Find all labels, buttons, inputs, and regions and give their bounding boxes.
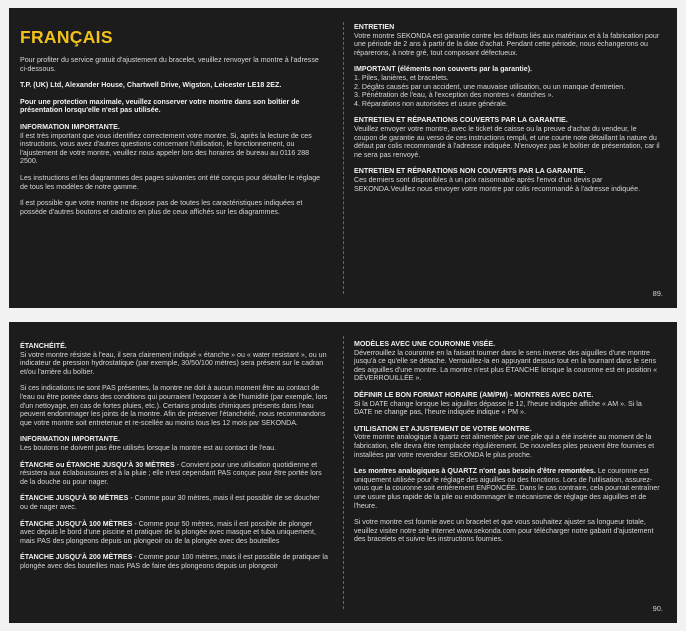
rating-label: ÉTANCHE ou ÉTANCHE JUSQU'À 30 MÈTRES <box>20 460 175 469</box>
language-title: FRANÇAIS <box>20 27 113 47</box>
page-number: 90. <box>652 604 663 613</box>
page-90 <box>9 322 677 623</box>
info-heading: INFORMATION IMPORTANTE. <box>20 435 120 444</box>
list-item: 2. Dégâts causés par un accident, une mauvaise utilisation, ou un manque d'entretien. <box>354 82 626 91</box>
page-90-left-column <box>20 342 328 578</box>
quartz-text: Le couronne est uniquement utilisée pour le réglage des aiguilles ou des fonctions. Lors de l'utilisation, assurez-vous que la couronne soit entièrement ENFONCÉE. Dans le cas contraire, cela pourrait entraîner une usure plus rapide de la pile ou endommager le mécanisme de réglage des aiguilles et de l'heure. <box>354 467 660 510</box>
intro-text: Pour profiter du service gratuit d'ajustement du bracelet, veuillez renvoyer la montre à l'adresse ci-dessous. <box>20 56 319 73</box>
etancheite-text: Si votre montre résiste à l'eau, il sera clairement indiqué « étanche » ou « water resistant », ou un indicateur de pression hydrostatique (par exemple, 30/50/100 mètres) sera présent sur le cadran et/ou l'arrière du boîtier. <box>20 350 327 376</box>
crown-heading: MODÈLES AVEC UNE COURONNE VISÉE. <box>354 340 496 348</box>
not-covered-heading: ENTRETIEN ET RÉPARATIONS NON COUVERTS PAR LA GARANTIE. <box>354 167 586 176</box>
info-text: Il est très important que vous identifiez correctement votre montre. Si, après la lecture de ces instructions, vous avez d'autres questions concernant l'utilisation, le fonctionnement, ou l'ajustement de votre montre, veuillez nous appeler lors des horaires de bureau au 0116 288 2500. <box>20 131 312 166</box>
list-item: 4. Réparations non autorisées et usure générale. <box>354 99 508 108</box>
entretien-heading: ENTRETIEN <box>354 23 395 31</box>
format-heading: DÉFINIR LE BON FORMAT HORAIRE (AM/PM) - MONTRES AVEC DATE. <box>354 390 594 399</box>
rating-100m <box>20 520 328 546</box>
protection-text: Pour une protection maximale, veuillez conserver votre montre dans son boîtier de présentation lorsqu'elle n'est pas utilisée. <box>20 97 300 115</box>
return-address: T.P. (UK) Ltd, Alexander House, Chartwell Drive, Wigston, Leicester LE18 2EZ. <box>20 81 282 90</box>
not-covered-text: Ces derniers sont disponibles à un prix raisonnable après l'envoi d'un devis par SEKONDA.Veuillez nous envoyer votre montre par colis recommandé à l'adresse indiquée. <box>354 175 641 193</box>
rating-50m <box>20 494 328 511</box>
usage-text: Votre montre analogique à quartz est alimentée par une pile qui a été insérée au moment de la fabrication, elle devra être remplacée régulièrement. De nouvelles piles peuvent être fournies et installées par votre revendeur SEKONDA le plus proche. <box>354 433 655 459</box>
exclusions-list <box>354 74 660 108</box>
page-number: 89. <box>652 289 663 298</box>
list-item: 1. Piles, lanières, et bracelets. <box>354 73 449 82</box>
etancheite-heading: ÉTANCHÉITÉ. <box>20 342 67 350</box>
page-90-right-column <box>354 340 660 552</box>
possible-text: Il est possible que votre montre ne dispose pas de toutes les caractéristiques indiquées et possède d'autres boutons et cadrans en plus de ceux affichés sur les diagrammes. <box>20 199 303 216</box>
rating-200m <box>20 553 328 570</box>
rating-label: ÉTANCHE JUSQU'À 100 MÈTRES <box>20 519 133 528</box>
instructions-text: Les instructions et les diagrammes des pages suivantes ont été conçus pour détailler le réglage de tous les modèles de notre gamme. <box>20 173 321 191</box>
rating-label: ÉTANCHE JUSQU'À 50 MÈTRES <box>20 494 129 503</box>
rating-text: - Comme pour 50 mètres, mais il est possible de plonger avec depuis le bord d'une piscine et pratiquer de la plongée avec masque et tuba uniquement, mais PAS des plongeons depuis un plongeoir ou de la plongée avec des bouteilles <box>20 519 316 545</box>
quartz-heading: Les montres analogiques à QUARTZ n'ont pas besoin d'être remontées. <box>354 467 596 476</box>
indications-text: Si ces indications ne sont PAS présentes, la montre ne doit à aucun moment être au contact de l'eau ou être portée dans des conditions qui pourraient l'exposer à de l'humidité (par exemple, lors d'un nettoyage, en cas de fortes pluies, etc.). Certains produits chimiques présents dans l'eau peuvent endommager les joints de la montre. Afin de préserver l'étanchéité, nous recommandons que votre montre soit entretenue et re-scellée au moins tous les 12 mois par SEKONDA. <box>20 384 328 427</box>
important-heading: IMPORTANT (éléments non couverts par la garantie). <box>354 65 533 74</box>
page-89-left-column <box>20 22 328 224</box>
crown-text: Déverrouillez la couronne en la faisant tourner dans le sens inverse des aiguilles d'une montre jusqu'à ce qu'elle se détache. Verrouillez-la en appuyant dessus tout en la tournant dans le sens des aiguilles d'une montre. La montre n'est plus ÉTANCHE lorsque la couronne est en position « DÉVERROUILLÉE ». <box>354 348 658 383</box>
rating-label: ÉTANCHE JUSQU'À 200 MÈTRES <box>20 553 133 562</box>
usage-heading: UTILISATION ET AJUSTEMENT DE VOTRE MONTRE. <box>354 424 532 433</box>
page-89-right-column <box>354 23 660 201</box>
column-divider <box>343 336 344 609</box>
rating-text: - Convient pour une utilisation quotidienne et résistera aux éclaboussures et à la pluie ; elle n'est cependant PAS conçue pour être portée lors de la douche ou pour nager. <box>20 460 322 486</box>
column-divider <box>343 22 344 294</box>
rating-text: - Comme pour 30 mètres, mais il est possible de se doucher ou de nager avec. <box>20 494 320 511</box>
bracelet-text: Si votre montre est fournie avec un bracelet et que vous souhaitez ajuster sa longueur totale, veuillez visiter notre site internet www.sekonda.com pour télécharger notre gabarit d'ajustement des bracelets et suivre les instructions fournies. <box>354 518 654 544</box>
info-heading: INFORMATION IMPORTANTE. <box>20 122 120 131</box>
entretien-text: Votre montre SEKONDA est garantie contre les défauts liés aux matériaux et à la fabrication pour une période de 2 ans à partir de la date d'achat. Pendant cette période, nous échangerons ou réparerons, à notre gré, tout composant défectueux. <box>354 31 660 57</box>
info-text: Les boutons ne doivent pas être utilisés lorsque la montre est au contact de l'eau. <box>20 443 277 452</box>
page-89 <box>9 8 677 308</box>
rating-text: - Comme pour 100 mètres, mais il est possible de pratiquer la plongée avec des bouteilles mais PAS de faire des plongeons depuis un plongeoir <box>20 553 328 570</box>
rating-30m <box>20 461 328 487</box>
covered-heading: ENTRETIEN ET RÉPARATIONS COUVERTS PAR LA GARANTIE. <box>354 116 568 125</box>
quartz-paragraph <box>354 467 660 510</box>
list-item: 3. Pénétration de l'eau, à l'exception des montres « étanches ». <box>354 91 554 100</box>
covered-text: Veuillez envoyer votre montre, avec le ticket de caisse ou la preuve d'achat du vendeur, le coupon de garantie au verso de ces instructions rempli, et une courte note détaillant la nature du défaut par colis recommandé à l'adresse indiquée. N'envoyez pas le boîtier de présentation, car il ne sera pas renvoyé. <box>354 124 660 159</box>
format-text: Si la DATE change lorsque les aiguilles dépasse le 12, l'heure indiquée affiche « AM ». Si la DATE ne change pas, l'heure indiquée indique « PM ». <box>354 399 642 417</box>
